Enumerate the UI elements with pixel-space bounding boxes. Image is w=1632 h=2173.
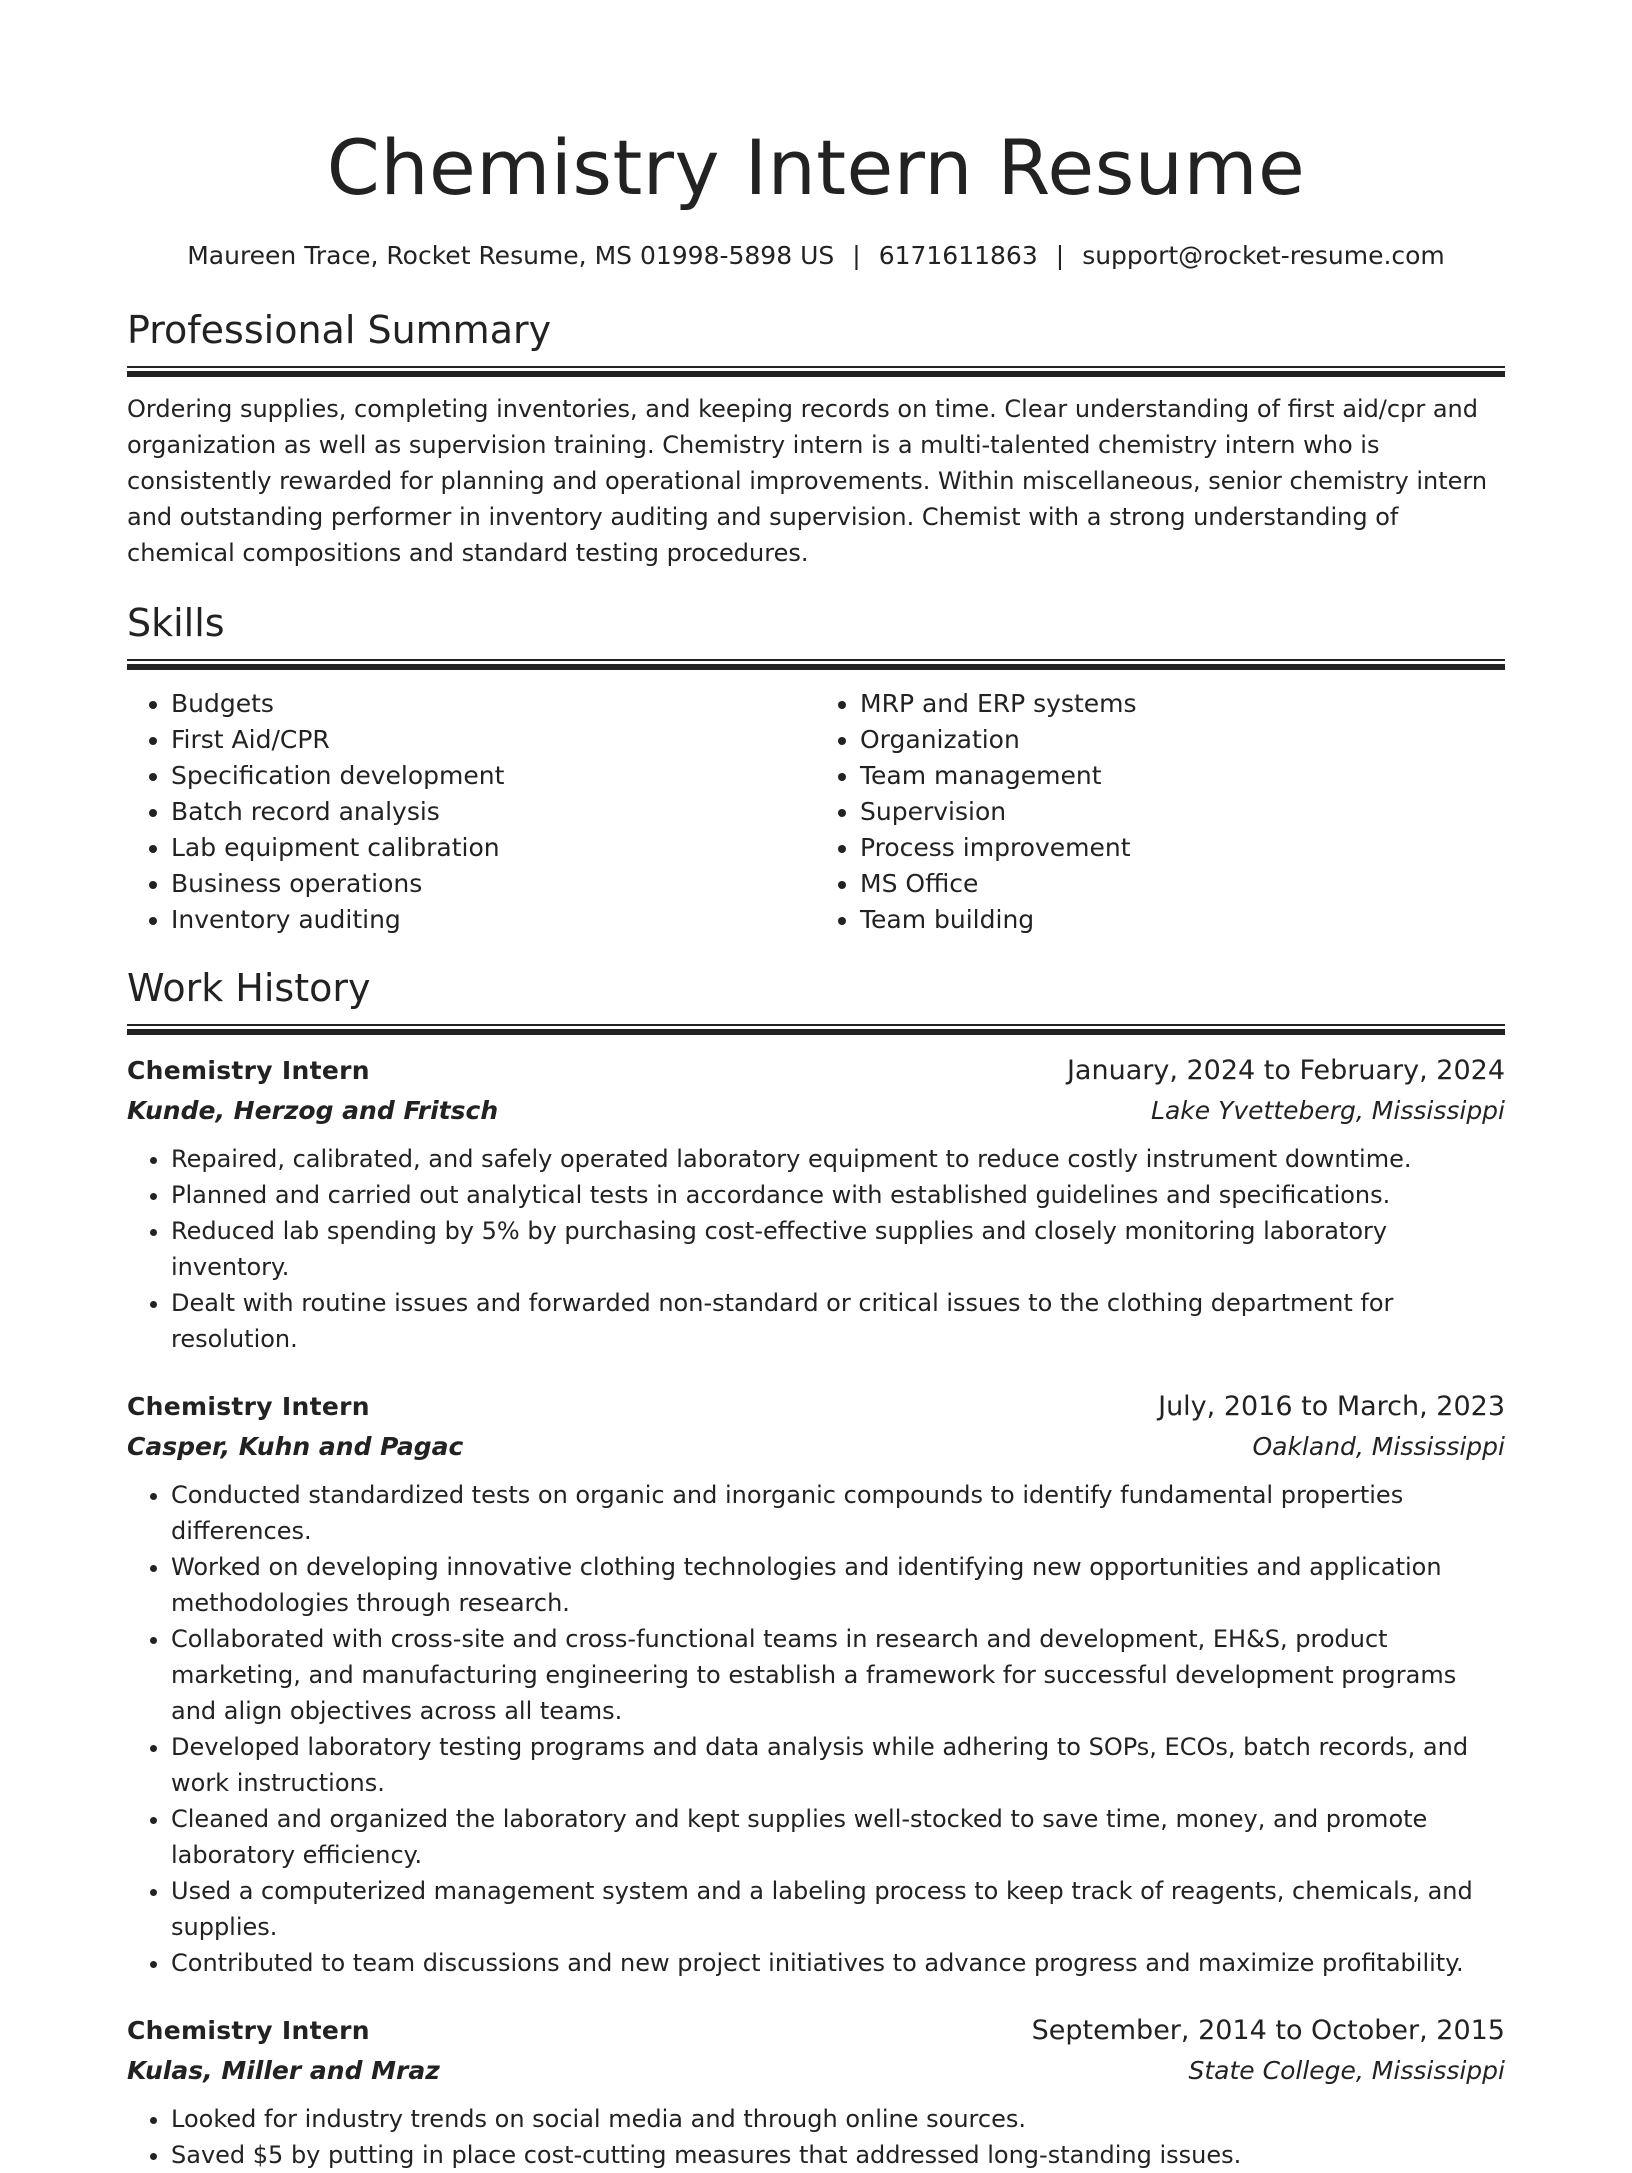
skill-item: • MRP and ERP systems [860,686,1505,722]
skill-item: • Team building [860,902,1505,938]
job-subheader-row [127,1427,1505,1467]
job-dates: July, 2016 to March, 2023 [1158,1391,1505,1422]
section-divider [127,366,1505,377]
job-entry [127,1051,1505,1357]
section-divider [127,1024,1505,1035]
job-title: Chemistry Intern [127,2016,370,2045]
job-dates: January, 2024 to February, 2024 [1066,1055,1505,1086]
skill-item: • Inventory auditing [171,902,816,938]
summary-text: Ordering supplies, completing inventories, and keeping records on time. Clear understanding of first aid/cpr and organization as well as supervision training. Chemistry intern is a multi-talented chemistry intern who is consistently rewarded for planning and operational improvements. Within miscellaneous, senior chemistry intern and outstanding performer in inventory auditing and supervision. Chemist with a strong understanding of chemical compositions and standard testing procedures. [127,395,1488,567]
summary-heading: Professional Summary [127,308,552,352]
job-bullet: • Contributed to team discussions and new project initiatives to advance progress and maximize profitability. [171,1945,1505,1981]
skill-item: • Organization [860,722,1505,758]
job-company: Kulas, Miller and Mraz [127,2056,440,2085]
job-bullet: • Looked for industry trends on social media and through online sources. [171,2101,1505,2137]
job-company: Casper, Kuhn and Pagac [127,1432,464,1461]
job-subheader-row [127,1091,1505,1131]
job-bullet: • Dealt with routine issues and forwarded non-standard or critical issues to the clothing department for resolution. [171,1285,1505,1357]
resume-title: Chemistry Intern Resume [326,123,1306,212]
job-entry [127,1387,1505,1981]
job-header-row [127,2011,1505,2051]
job-company: Kunde, Herzog and Fritsch [127,1096,499,1125]
job-bullet: • Cleaned and organized the laboratory and kept supplies well-stocked to save time, money, and promote laboratory efficiency. [171,1801,1505,1873]
job-bullet: • Developed laboratory testing programs and data analysis while adhering to SOPs, ECOs, batch records, and work instructions. [171,1729,1505,1801]
job-bullets [127,1141,1505,1357]
skill-item: • Supervision [860,794,1505,830]
job-subheader-row [127,2051,1505,2091]
contact-phone: 6171611863 [878,241,1038,270]
job-bullet: • Worked on developing innovative clothing technologies and identifying new opportunities and application methodologies through research. [171,1549,1505,1621]
contact-separator: | [1055,241,1065,270]
job-bullet: • Conducted standardized tests on organic and inorganic compounds to identify fundamental properties differences. [171,1477,1505,1549]
contact-line [127,240,1505,272]
job-location: Lake Yvetteberg, Mississippi [1151,1096,1505,1125]
skills-list-right [816,686,1505,938]
contact-separator: | [852,241,861,270]
section-divider [127,659,1505,670]
job-bullet: • Repaired, calibrated, and safely operated laboratory equipment to reduce costly instrument downtime. [171,1141,1505,1177]
job-header-row [127,1051,1505,1091]
skills-section [127,599,1505,938]
job-bullet: • Saved $5 by putting in place cost-cutting measures that addressed long-standing issues. [171,2137,1505,2173]
job-bullet: • Used a computerized management system and a labeling process to keep track of reagents, chemicals, and supplies. [171,1873,1505,1945]
skills-list-left [127,686,816,938]
job-bullet: • Reduced lab spending by 5% by purchasing cost-effective supplies and closely monitoring laboratory inventory. [171,1213,1505,1285]
skills-columns [127,686,1505,938]
skill-item: • Lab equipment calibration [171,830,816,866]
job-title: Chemistry Intern [127,1392,370,1421]
work-section [127,964,1505,2173]
job-bullet: • Collaborated with cross-site and cross-functional teams in research and development, EH&S, product marketing, and manufacturing engineering to establish a framework for successful development programs and align objectives across all teams. [171,1621,1505,1729]
job-dates: September, 2014 to October, 2015 [1031,2015,1505,2046]
job-location: Oakland, Mississippi [1252,1432,1505,1461]
contact-email: support@rocket-resume.com [1082,241,1445,270]
job-entry [127,2011,1505,2173]
summary-section [127,306,1505,571]
skill-item: • MS Office [860,866,1505,902]
skill-item: • Process improvement [860,830,1505,866]
skill-item: • Batch record analysis [171,794,816,830]
skill-item: • Specification development [171,758,816,794]
contact-address: Maureen Trace, Rocket Resume, MS 01998-5898 US [187,241,835,270]
skill-item: • Budgets [171,686,816,722]
skill-item: • First Aid/CPR [171,722,816,758]
skill-item: • Team management [860,758,1505,794]
job-header-row [127,1387,1505,1427]
skill-item: • Business operations [171,866,816,902]
job-title: Chemistry Intern [127,1056,370,1085]
job-location: State College, Mississippi [1188,2056,1505,2085]
work-heading: Work History [127,966,371,1010]
skills-heading: Skills [127,601,225,645]
job-bullets [127,1477,1505,1981]
job-bullet: • Planned and carried out analytical tests in accordance with established guidelines and specifications. [171,1177,1505,1213]
